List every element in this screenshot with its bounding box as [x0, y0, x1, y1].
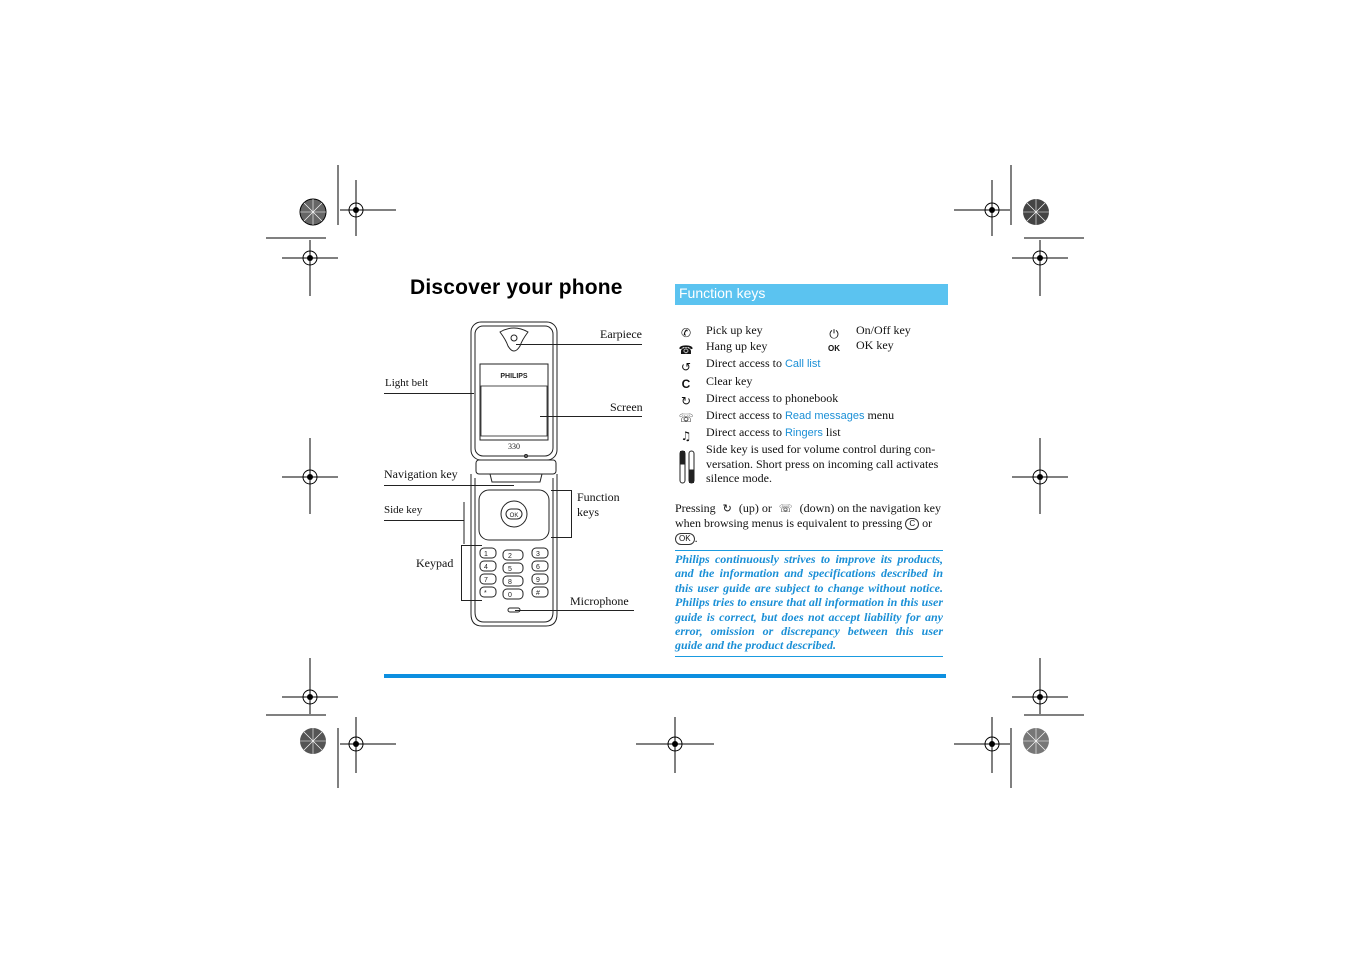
ok-key: OK — [509, 513, 519, 519]
bracket-keypad — [461, 545, 482, 601]
leader-navigation-key — [384, 485, 514, 486]
key-4: 4 — [484, 564, 488, 571]
hang-up-icon: ☎ — [678, 343, 694, 357]
key-0: 0 — [508, 592, 512, 599]
notice-rule-top — [675, 550, 943, 551]
menu-key-icon: C — [905, 518, 919, 530]
bracket-function-keys — [551, 490, 572, 538]
label-navigation-key: Navigation key — [384, 467, 458, 481]
pick-up-icon: ✆ — [680, 326, 692, 340]
ringers-icon: ♫ — [680, 429, 692, 443]
key-1: 1 — [484, 551, 488, 558]
link-call-list[interactable]: Call list — [784, 358, 821, 370]
row-read-messages: Direct access to Read messages menu — [706, 408, 895, 422]
label-keypad: Keypad — [416, 556, 454, 570]
pick-up-key-label: Pick up key — [706, 323, 763, 337]
messages-icon: ☏ — [678, 411, 694, 425]
label-screen: Screen — [610, 400, 643, 414]
row-phonebook: Direct access to phonebook — [706, 391, 839, 405]
key-9: 9 — [536, 577, 540, 584]
function-keys-title: Function keys — [679, 285, 766, 301]
side-key-description: Side key is used for volume control during con- versation. Short press on incoming call activates silence mode. — [706, 442, 939, 485]
function-keys-heading — [675, 284, 948, 305]
key-6: 6 — [536, 564, 540, 571]
key-2: 2 — [508, 553, 512, 560]
key-8: 8 — [508, 579, 512, 586]
ok-key-label: OK key — [856, 338, 894, 352]
notice-rule-bottom — [675, 656, 943, 657]
on-off-key-label: On/Off key — [856, 323, 911, 337]
page-footer-bar — [384, 674, 946, 678]
key-5: 5 — [508, 566, 512, 573]
leader-side-key — [384, 520, 464, 521]
leader-earpiece — [516, 344, 642, 345]
ok-icon: OK — [828, 344, 840, 353]
row-ringers: Direct access to Ringers list — [706, 425, 841, 439]
key-hash: # — [536, 590, 540, 597]
ok-key-icon: OK — [675, 533, 695, 545]
label-side-key: Side key — [384, 504, 423, 516]
key-7: 7 — [484, 577, 488, 584]
clear-icon: C — [681, 377, 691, 391]
brand-logo: PHILIPS — [500, 373, 528, 380]
label-light-belt: Light belt — [385, 377, 429, 389]
side-key-icon — [679, 450, 695, 484]
label-earpiece: Earpiece — [600, 327, 642, 341]
leader-screen — [540, 416, 642, 417]
key-star: * — [484, 590, 487, 597]
link-ringers[interactable]: Ringers — [784, 427, 823, 439]
link-read-messages[interactable]: Read messages — [784, 410, 865, 422]
pressing-paragraph: Pressing ↻ (up) or ☏ (down) on the navigation key when browsing menus is equivalent to pressing C or OK . — [675, 501, 941, 545]
label-function-keys: Function keys — [577, 490, 620, 519]
up-key-icon: ↻ — [722, 502, 732, 515]
phonebook-icon: ↻ — [680, 394, 692, 408]
call-list-icon: ↺ — [680, 360, 692, 374]
hang-up-key-label: Hang up key — [706, 339, 768, 353]
model-number: 330 — [508, 442, 520, 451]
leader-light-belt — [384, 393, 474, 394]
row-call-list: Direct access to Call list — [706, 356, 821, 370]
key-3: 3 — [536, 551, 540, 558]
power-icon: ⏻ — [829, 327, 839, 341]
down-key-icon: ☏ — [778, 502, 793, 515]
page-title: Discover your phone — [410, 276, 623, 299]
label-microphone: Microphone — [570, 594, 629, 608]
row-clear-key: Clear key — [706, 374, 753, 388]
disclaimer-notice: Philips continuously strives to improve its products, and the information and specifications described in this user guide are subject to change without notice. Philips tries to ensure that all information in this user guide is correct, but does not accept liability for any error, omission or discrepancy between this user guide and the product described. — [675, 552, 943, 653]
leader-microphone — [515, 610, 634, 611]
